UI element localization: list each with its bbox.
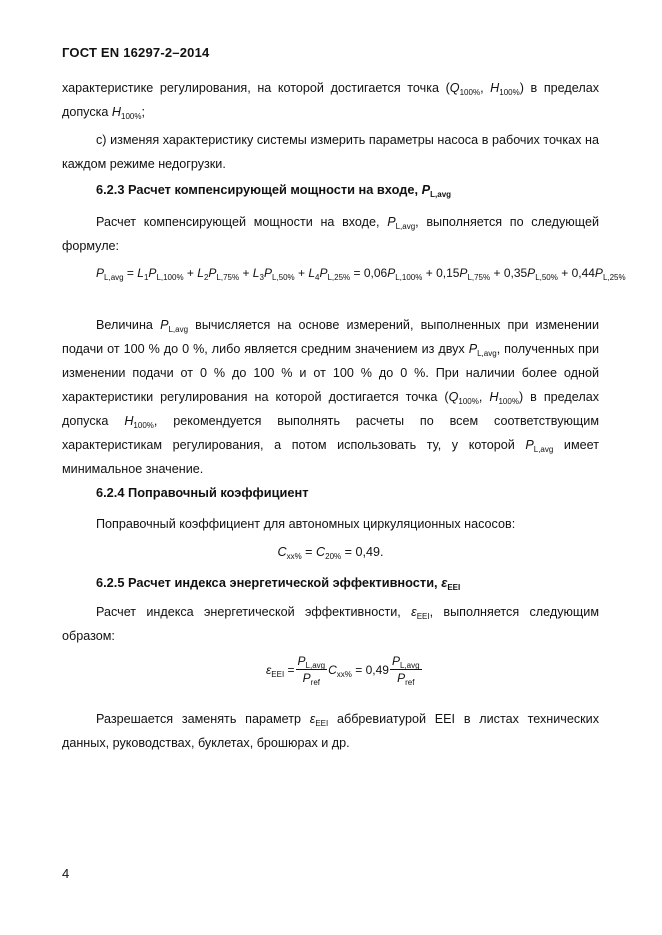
f: 0,06 <box>363 266 388 280</box>
section-heading-6-2-3 <box>96 182 451 197</box>
subscript: L,avg <box>168 325 189 334</box>
subscript: 100% <box>458 397 479 406</box>
f: P <box>397 671 406 685</box>
subscript: EEI <box>416 612 430 621</box>
f: L <box>252 266 260 280</box>
f: L,25% <box>327 273 351 282</box>
denominator <box>395 670 416 685</box>
f: L <box>308 266 316 280</box>
fraction <box>390 654 422 685</box>
formula-eei <box>266 654 423 685</box>
f: + <box>239 266 253 280</box>
text: имеет минимальное значение. <box>62 438 599 476</box>
subscript: EEI <box>447 583 461 592</box>
fraction <box>296 654 328 685</box>
text: характеристике регулирования, на которой достигается точка ( <box>62 81 450 95</box>
f: L <box>197 266 204 280</box>
symbol-epsilon: ε <box>309 712 316 726</box>
f: P <box>594 266 603 280</box>
formula-pl-avg <box>96 266 626 280</box>
f: P <box>208 266 217 280</box>
f: P <box>148 266 157 280</box>
paragraph-6-2-5 <box>62 600 599 648</box>
denominator <box>301 670 322 685</box>
symbol-p: P <box>387 215 396 229</box>
subscript: 100% <box>121 112 142 121</box>
subscript: 100% <box>459 88 481 97</box>
subscript: EEI <box>315 719 329 728</box>
f: 0,35 <box>503 266 528 280</box>
f: + <box>294 266 309 280</box>
text: Разрешается заменять параметр <box>96 712 310 726</box>
f <box>266 663 295 677</box>
symbol-p: P <box>421 182 431 197</box>
f: P <box>297 654 306 668</box>
symbol-p: P <box>525 438 534 452</box>
f: L,avg <box>399 661 420 670</box>
f <box>328 663 389 677</box>
text: Расчет компенсирующей мощности на входе, <box>96 215 388 229</box>
paragraph-eei-abbreviation <box>62 707 599 755</box>
f: ref <box>310 678 320 687</box>
text: Величина <box>96 318 161 332</box>
symbol-h: H <box>490 81 500 95</box>
f: EEI <box>271 669 285 679</box>
f: L,avg <box>104 273 124 282</box>
section-heading-6-2-4: 6.2.4 Поправочный коэффициент <box>96 485 309 500</box>
f: P <box>263 266 272 280</box>
numerator <box>296 654 328 670</box>
f: + <box>490 266 504 280</box>
f: xx% <box>286 552 302 561</box>
symbol-q: Q <box>448 390 459 404</box>
subscript: 100% <box>499 88 520 97</box>
symbol-epsilon: ε <box>411 605 417 619</box>
f: ref <box>405 678 415 687</box>
f: P <box>459 266 468 280</box>
f: L,75% <box>216 273 240 282</box>
f: 2 <box>203 273 209 282</box>
symbol-epsilon: ε <box>441 575 448 590</box>
subscript: L,avg <box>430 190 452 199</box>
f: P <box>387 266 396 280</box>
f: P <box>96 266 105 280</box>
text: аббревиатурой EEI в листах технических данных, руководствах, буклетах, брошюрах и др. <box>62 712 600 750</box>
f: = <box>301 545 317 559</box>
f: 20% <box>325 552 342 561</box>
symbol-q: Q <box>449 81 460 95</box>
f: C <box>277 545 287 559</box>
f: 3 <box>259 273 264 282</box>
text: Расчет индекса энергетической эффективности, <box>96 605 412 619</box>
f: L,100% <box>395 273 423 282</box>
page-number: 4 <box>62 866 70 881</box>
text: , <box>478 390 490 404</box>
f: = <box>284 662 295 677</box>
f: + <box>557 266 572 280</box>
heading-text: 6.2.5 Расчет индекса энергетической эффективности, <box>96 575 442 590</box>
f: = <box>123 266 138 280</box>
f: 4 <box>315 273 320 282</box>
text: ) в пределах допуска <box>62 81 599 119</box>
text: , выполняется следующим образом: <box>62 605 599 643</box>
f: xx% <box>336 669 352 679</box>
f: L,avg <box>305 661 326 670</box>
f: = <box>350 266 364 280</box>
f: L,75% <box>467 273 491 282</box>
f: 0,15 <box>436 266 460 280</box>
text: вычисляется на основе измерений, выполненных при изменении подачи от 100 % до 0 %, либо является средним значением из двух <box>62 318 599 356</box>
f: L,50% <box>271 273 295 282</box>
paragraph-pl-avg-note <box>62 313 599 481</box>
subscript: 100% <box>133 421 154 430</box>
symbol-p: P <box>468 342 478 356</box>
document-header: ГОСТ EN 16297-2–2014 <box>62 45 210 60</box>
symbol-h: H <box>489 390 499 404</box>
f: = 0,49. <box>341 545 384 559</box>
text: , <box>480 81 491 95</box>
symbol-h: H <box>111 105 122 119</box>
paragraph-6-2-3 <box>62 210 599 258</box>
text: , выполняется по следующей формуле: <box>62 215 599 253</box>
symbol-p: P <box>160 318 169 332</box>
f: P <box>527 266 536 280</box>
section-heading-6-2-5 <box>96 575 460 590</box>
subscript: L,avg <box>533 445 554 454</box>
f: 0,44 <box>571 266 595 280</box>
f: L,25% <box>602 273 626 282</box>
f: ε <box>266 662 272 677</box>
subscript: L,avg <box>477 349 497 358</box>
f: L,100% <box>156 273 184 282</box>
formula-correction-factor <box>62 540 599 564</box>
text: ; <box>141 105 145 119</box>
f: 1 <box>143 273 149 282</box>
numerator <box>390 654 422 670</box>
text: ) в пределах допуска <box>62 390 599 428</box>
f: L <box>137 266 144 280</box>
symbol-h: H <box>124 414 134 428</box>
f: P <box>319 266 328 280</box>
paragraph-6-2-4: Поправочный коэффициент для автономных циркуляционных насосов: <box>96 517 516 531</box>
f: L,50% <box>535 273 558 282</box>
text: , полученных при изменении подачи от 0 % до 100 % и от 100 % до 0 %. При наличии более одной характеристики регулирования на которой достигается точка ( <box>62 342 599 404</box>
f: + <box>183 266 198 280</box>
f: P <box>391 654 400 668</box>
f: C <box>328 662 337 677</box>
paragraph-item-c: c) изменяя характеристику системы измерить параметры насоса в рабочих точках на каждом режиме недогрузки. <box>62 133 599 171</box>
f: C <box>316 545 326 559</box>
f: P <box>302 671 311 685</box>
heading-text: 6.2.3 Расчет компенсирующей мощности на входе, <box>96 182 422 197</box>
subscript: L,avg <box>395 222 416 231</box>
subscript: 100% <box>498 397 519 406</box>
text: , рекомендуется выполнять расчеты по всем соответствующим характеристикам регулирования, а потом использовать ту, у которой <box>62 414 599 452</box>
f: = 0,49 <box>351 662 389 677</box>
paragraph-continuation <box>62 76 599 124</box>
f: + <box>422 266 437 280</box>
